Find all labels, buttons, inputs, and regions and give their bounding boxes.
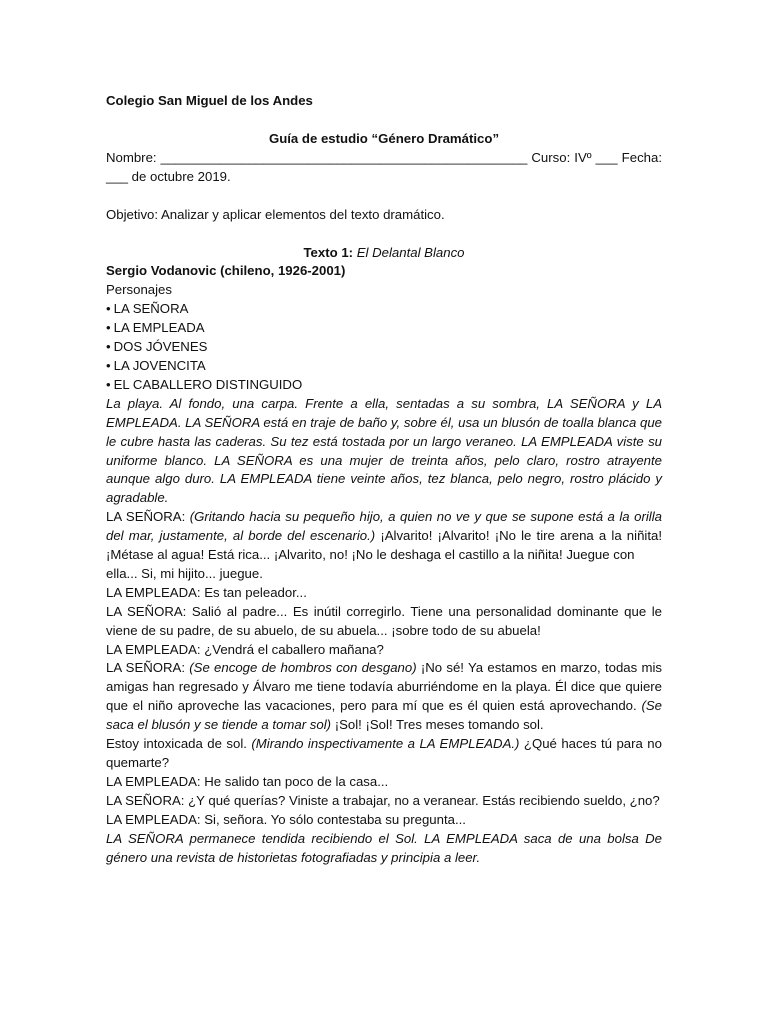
dialogue-line: LA SEÑORA: ¿Y qué querías? Viniste a trabajar, no a veranear. Estás recibiendo sueldo, ¿no? — [106, 792, 660, 808]
dialogue-line: LA EMPLEADA: He salido tan poco de la casa... — [106, 773, 389, 789]
speaker: LA SEÑORA: — [106, 660, 190, 676]
stage-direction: (Se encoge de hombros con desgano) — [189, 660, 417, 676]
dialogue-text: Estoy intoxicada de sol. — [106, 736, 252, 752]
character-item: • LA EMPLEADA — [106, 319, 662, 338]
dialogue-text: ¡No sé! Ya estamos en marzo, todas mis amigas han regresado y Álvaro me tiene todavía aburriéndome en la playa. Él dice que quiere que el niño aproveche las vacaciones, pero para mí que es él quien está aprovechando. — [106, 660, 662, 714]
spacer — [106, 187, 662, 206]
characters-list — [106, 300, 662, 395]
stage-directions-closing: LA SEÑORA permanece tendida recibiendo el Sol. LA EMPLEADA saca de una bolsa De género una revista de historietas fotografiadas y principia a leer. — [106, 830, 662, 865]
author-line: Sergio Vodanovic (chileno, 1926-2001) — [106, 263, 346, 279]
character-item: • DOS JÓVENES — [106, 338, 662, 357]
dialogue-line: LA EMPLEADA: ¿Vendrá el caballero mañana? — [106, 641, 384, 657]
stage-direction: (Gritando hacia su pequeño hijo, a quien no ve y que se supone está a la orilla del mar, justamente, al borde del escenario.) — [106, 509, 662, 544]
stage-direction: (Se saca el blusón y se tiende a tomar sol) — [106, 698, 662, 733]
speaker: LA SEÑORA: — [106, 509, 190, 525]
characters-heading: Personajes — [106, 282, 172, 298]
dialogue-text: ¡Alvarito! ¡Alvarito! ¡No le tire arena a la niñita! ¡Métase al agua! Está rica... ¡Alvarito, no! ¡No le deshaga el castillo a la niñita! Juegue con — [106, 528, 662, 563]
name-course-date-line: Nombre: __________________________________________________ Curso: IVº ___ Fecha: ___ de octubre 2019. — [106, 149, 662, 184]
spacer — [106, 225, 662, 244]
dialogue-line: LA EMPLEADA: Es tan peleador... — [106, 584, 307, 600]
dialogue-line: LA SEÑORA: Salió al padre... Es inútil corregirlo. Tiene una personalidad dominante que le viene de su padre, de su abuelo, de su abuela... ¡sobre todo de su abuela! — [106, 603, 662, 638]
dialogue-line — [106, 659, 662, 735]
stage-directions-intro: La playa. Al fondo, una carpa. Frente a ella, sentadas a su sombra, LA SEÑORA y LA EMPLEADA. LA SEÑORA está en traje de baño y, sobre él, usa un blusón de toalla blanca que le cubre hasta las caderas. Su tez está tostada por un largo veraneo. LA EMPLEADA viste su uniforme blanco. LA SEÑORA es una mujer de treinta años, pelo claro, rostro atrayente aunque algo duro. LA EMPLEADA tiene veinte años, tez blanca, pelo negro, rostro plácido y agradable. — [106, 395, 662, 506]
character-item: • LA JOVENCITA — [106, 357, 662, 376]
character-item: • EL CABALLERO DISTINGUIDO — [106, 376, 662, 395]
school-name: Colegio San Miguel de los Andes — [106, 93, 313, 108]
spacer — [106, 111, 662, 130]
character-item: • LA SEÑORA — [106, 300, 662, 319]
text1-title: El Delantal Blanco — [356, 244, 465, 260]
guide-title: Guía de estudio “Género Dramático” — [268, 130, 500, 146]
dialogue-continuation: ella... Si, mi hijito... juegue. — [106, 565, 263, 581]
document-page — [106, 92, 662, 867]
dialogue-line: LA EMPLEADA: Si, señora. Yo sólo contestaba su pregunta... — [106, 811, 466, 827]
objective: Objetivo: Analizar y aplicar elementos del texto dramático. — [106, 206, 445, 222]
dialogue-line — [106, 508, 662, 565]
dialogue-text: ¿Qué haces tú para no quemarte? — [106, 736, 662, 770]
stage-direction: (Mirando inspectivamente a LA EMPLEADA.) — [251, 736, 520, 752]
dialogue-continuation — [106, 735, 662, 773]
text1-prefix: Texto 1: — [303, 244, 357, 260]
text1-heading — [106, 244, 662, 263]
dialogue-text: ¡Sol! ¡Sol! Tres meses tomando sol. — [331, 717, 544, 733]
